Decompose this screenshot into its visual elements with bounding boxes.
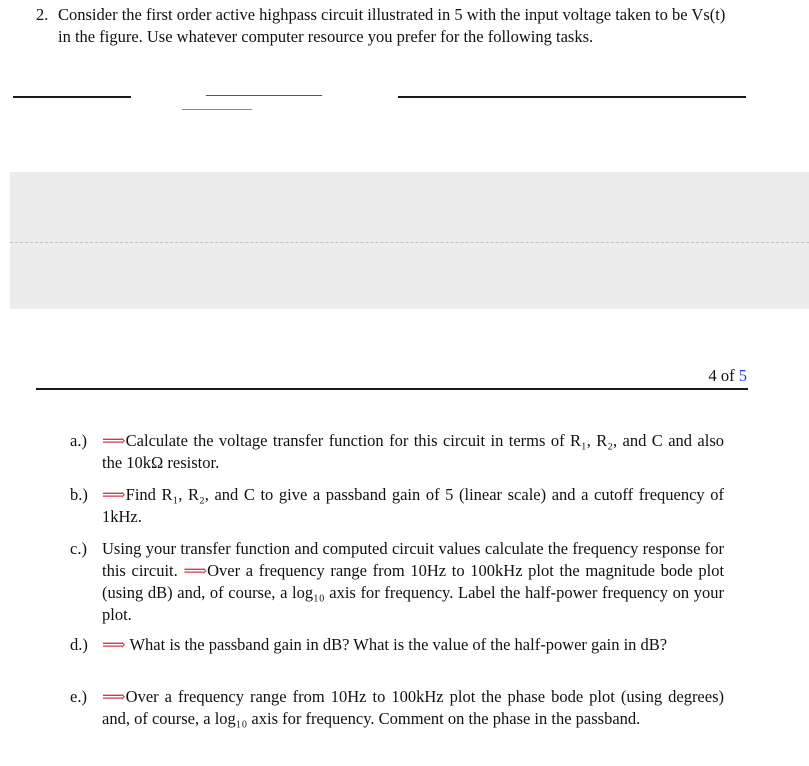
divider-segment <box>206 95 322 96</box>
item-text: Over a frequency range from 10Hz to 100kHz plot the phase bode plot (using degrees) and, of course, a log₁₀ axis for frequency. Comment on the phase in the passband. <box>102 687 724 728</box>
problem-number: 2. <box>36 5 49 24</box>
problem-intro <box>36 4 736 48</box>
divider-segment <box>13 96 131 98</box>
item-text: Calculate the voltage transfer function for this circuit in terms of R₁, R₂, and C and also the 10kΩ resistor. <box>102 431 724 472</box>
item-label: a.) <box>70 431 87 450</box>
page-current: 4 <box>708 366 717 385</box>
question-item-d <box>70 634 724 656</box>
page-counter <box>709 366 748 386</box>
panel-divider <box>10 242 809 243</box>
item-text: Find R₁, R₂, and C to give a passband gain of 5 (linear scale) and a cutoff frequency of 1kHz. <box>102 485 724 526</box>
arrow-icon: ⟹ <box>102 687 126 706</box>
arrow-icon: ⟹ <box>102 485 126 504</box>
item-label: e.) <box>70 687 87 706</box>
item-text: What is the passband gain in dB? What is the value of the half-power gain in dB? <box>129 635 668 654</box>
arrow-icon: ⟹ <box>102 635 126 654</box>
arrow-icon: ⟹ <box>102 431 126 450</box>
arrow-icon: ⟹ <box>183 561 208 580</box>
blank-panel <box>10 172 809 309</box>
divider-fragment <box>182 109 252 110</box>
question-item-e <box>70 686 724 730</box>
question-item-b <box>70 484 724 528</box>
page-total-link[interactable]: 5 <box>738 366 747 385</box>
divider-segment <box>398 96 746 98</box>
page-of: of <box>720 366 735 385</box>
page-rule <box>36 388 748 390</box>
question-item-a <box>70 430 724 474</box>
item-label: d.) <box>70 635 88 654</box>
question-item-c <box>70 538 724 626</box>
item-label: b.) <box>70 485 88 504</box>
item-text: Over a frequency range from 10Hz to 100kHz plot the magnitude bode plot (using dB) and, of course, a log₁₀ axis for frequency. Label the half-power frequency on your plot. <box>102 561 725 624</box>
item-lead-text: Using your transfer function and computed circuit values calculate the frequency response for this circuit. <box>102 539 724 580</box>
item-label: c.) <box>70 539 87 558</box>
problem-intro-text: Consider the first order active highpass circuit illustrated in 5 with the input voltage taken to be Vs(t) in the figure. Use whatever computer resource you prefer for the following tasks. <box>58 5 726 46</box>
